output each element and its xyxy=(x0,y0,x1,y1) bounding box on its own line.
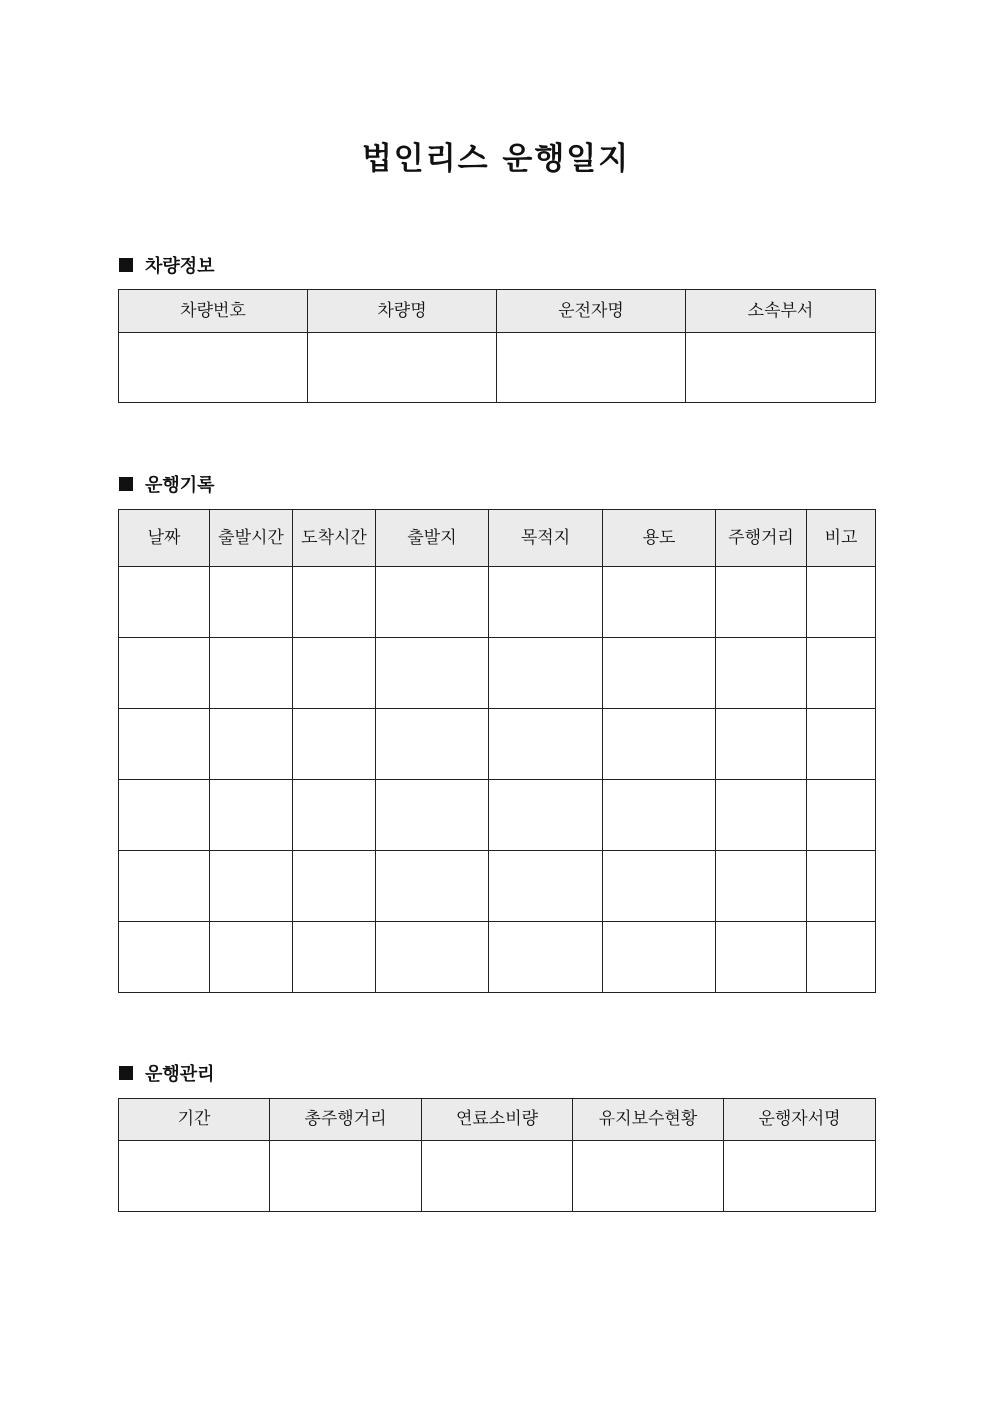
destination-cell[interactable] xyxy=(489,709,603,780)
table-header-row xyxy=(119,290,876,333)
date-cell[interactable] xyxy=(119,851,210,922)
distance-cell[interactable] xyxy=(716,638,807,709)
origin-cell[interactable] xyxy=(376,780,489,851)
date-cell[interactable] xyxy=(119,567,210,638)
driver-signature-cell[interactable] xyxy=(724,1141,876,1212)
header-total-distance: 총주행거리 xyxy=(270,1099,422,1141)
remarks-cell[interactable] xyxy=(807,851,876,922)
departure-time-cell[interactable] xyxy=(210,567,293,638)
arrival-time-cell[interactable] xyxy=(293,922,376,993)
arrival-time-cell[interactable] xyxy=(293,780,376,851)
section-heading-trip-management xyxy=(119,1061,215,1085)
distance-cell[interactable] xyxy=(716,851,807,922)
remarks-cell[interactable] xyxy=(807,709,876,780)
table-row xyxy=(119,709,876,780)
table-row xyxy=(119,333,876,403)
driver-name-cell[interactable] xyxy=(497,333,686,403)
departure-time-cell[interactable] xyxy=(210,709,293,780)
total-distance-cell[interactable] xyxy=(270,1141,422,1212)
header-maintenance-status: 유지보수현황 xyxy=(573,1099,724,1141)
purpose-cell[interactable] xyxy=(603,709,716,780)
departure-time-cell[interactable] xyxy=(210,638,293,709)
header-period: 기간 xyxy=(119,1099,270,1141)
maintenance-status-cell[interactable] xyxy=(573,1141,724,1212)
table-header-row xyxy=(119,510,876,567)
destination-cell[interactable] xyxy=(489,567,603,638)
document-title: 법인리스 운행일지 xyxy=(361,141,631,177)
origin-cell[interactable] xyxy=(376,567,489,638)
distance-cell[interactable] xyxy=(716,922,807,993)
destination-cell[interactable] xyxy=(489,780,603,851)
table-header-row xyxy=(119,1099,876,1141)
header-department: 소속부서 xyxy=(686,290,876,333)
section-heading-vehicle-info xyxy=(119,253,215,277)
header-fuel-consumption: 연료소비량 xyxy=(422,1099,573,1141)
header-vehicle-name: 차량명 xyxy=(308,290,497,333)
destination-cell[interactable] xyxy=(489,922,603,993)
table-row xyxy=(119,780,876,851)
distance-cell[interactable] xyxy=(716,567,807,638)
purpose-cell[interactable] xyxy=(603,567,716,638)
origin-cell[interactable] xyxy=(376,851,489,922)
arrival-time-cell[interactable] xyxy=(293,638,376,709)
origin-cell[interactable] xyxy=(376,922,489,993)
square-bullet-icon xyxy=(119,1066,133,1080)
table-row xyxy=(119,851,876,922)
purpose-cell[interactable] xyxy=(603,638,716,709)
table-row xyxy=(119,922,876,993)
header-driver-name: 운전자명 xyxy=(497,290,686,333)
header-purpose: 용도 xyxy=(603,510,716,567)
header-distance: 주행거리 xyxy=(716,510,807,567)
section-heading-label: 차량정보 xyxy=(145,256,215,277)
header-driver-signature: 운행자서명 xyxy=(724,1099,876,1141)
section-heading-label: 운행기록 xyxy=(145,475,215,496)
table-row xyxy=(119,1141,876,1212)
departure-time-cell[interactable] xyxy=(210,922,293,993)
remarks-cell[interactable] xyxy=(807,780,876,851)
distance-cell[interactable] xyxy=(716,780,807,851)
header-arrival-time: 도착시간 xyxy=(293,510,376,567)
section-heading-trip-log xyxy=(119,472,215,496)
header-remarks: 비고 xyxy=(807,510,876,567)
header-origin: 출발지 xyxy=(376,510,489,567)
remarks-cell[interactable] xyxy=(807,922,876,993)
purpose-cell[interactable] xyxy=(603,780,716,851)
date-cell[interactable] xyxy=(119,709,210,780)
trip-management-table xyxy=(118,1098,876,1212)
distance-cell[interactable] xyxy=(716,709,807,780)
header-date: 날짜 xyxy=(119,510,210,567)
header-destination: 목적지 xyxy=(489,510,603,567)
departure-time-cell[interactable] xyxy=(210,851,293,922)
remarks-cell[interactable] xyxy=(807,638,876,709)
date-cell[interactable] xyxy=(119,638,210,709)
arrival-time-cell[interactable] xyxy=(293,567,376,638)
date-cell[interactable] xyxy=(119,780,210,851)
vehicle-number-cell[interactable] xyxy=(119,333,308,403)
department-cell[interactable] xyxy=(686,333,876,403)
origin-cell[interactable] xyxy=(376,709,489,780)
vehicle-info-table xyxy=(118,289,876,403)
square-bullet-icon xyxy=(119,477,133,491)
trip-log-table xyxy=(118,509,876,993)
departure-time-cell[interactable] xyxy=(210,780,293,851)
origin-cell[interactable] xyxy=(376,638,489,709)
arrival-time-cell[interactable] xyxy=(293,709,376,780)
arrival-time-cell[interactable] xyxy=(293,851,376,922)
destination-cell[interactable] xyxy=(489,851,603,922)
header-vehicle-number: 차량번호 xyxy=(119,290,308,333)
destination-cell[interactable] xyxy=(489,638,603,709)
remarks-cell[interactable] xyxy=(807,567,876,638)
square-bullet-icon xyxy=(119,258,133,272)
table-row xyxy=(119,638,876,709)
date-cell[interactable] xyxy=(119,922,210,993)
vehicle-name-cell[interactable] xyxy=(308,333,497,403)
table-row xyxy=(119,567,876,638)
purpose-cell[interactable] xyxy=(603,922,716,993)
fuel-consumption-cell[interactable] xyxy=(422,1141,573,1212)
period-cell[interactable] xyxy=(119,1141,270,1212)
purpose-cell[interactable] xyxy=(603,851,716,922)
section-heading-label: 운행관리 xyxy=(145,1064,215,1085)
header-departure-time: 출발시간 xyxy=(210,510,293,567)
